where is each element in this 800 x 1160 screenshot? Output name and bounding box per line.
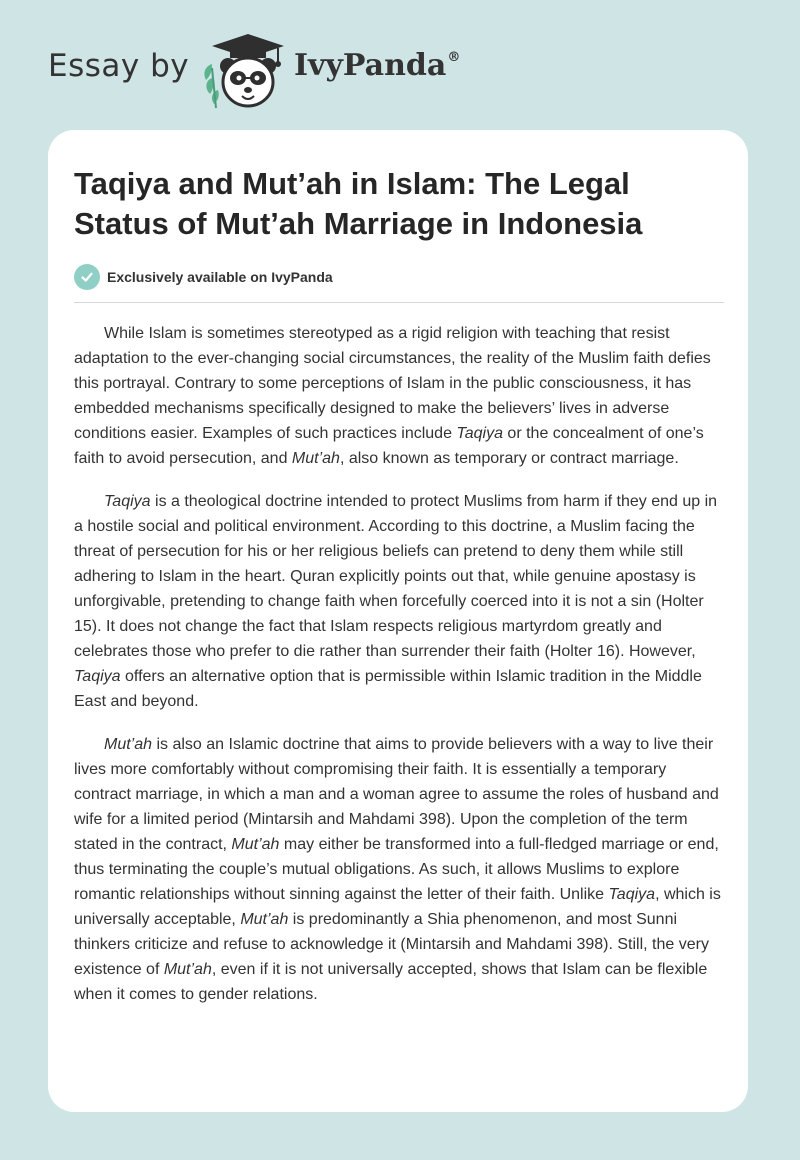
text-run: offers an alternative option that is permissible within Islamic tradition in the Middle East and beyond. (74, 668, 702, 710)
exclusive-badge (74, 264, 333, 290)
italic-term: Mut’ah (163, 961, 212, 978)
italic-term: Taqiya (74, 668, 121, 685)
paragraph (74, 489, 724, 714)
text-run: may either be transformed into a full-fledged marriage or end, thus terminating the couple’s mutual obligations. As such, it allows Muslims to explore romantic relationships without sinning against the letter of their faith. Unlike (74, 836, 719, 903)
italic-term: Taqiya (456, 425, 503, 442)
text-run: is predominantly a Shia phenomenon, and most Sunni thinkers criticize and refuse to acknowledge it (Mintarsih and Mahdami 398). Still, the very existence of (74, 911, 709, 978)
exclusive-badge-label: Exclusively available on IvyPanda (107, 269, 333, 285)
text-run: , which is universally acceptable, (74, 886, 721, 928)
title-divider (74, 302, 724, 303)
italic-term: Taqiya (104, 493, 151, 510)
italic-term: Mut’ah (104, 736, 153, 753)
paragraph (74, 321, 724, 471)
essay-body (74, 321, 724, 1025)
italic-term: Taqiya (608, 886, 656, 903)
site-header (48, 30, 748, 110)
text-run: is a theological doctrine intended to protect Muslims from harm if they end up in a hostile social and political environment. According to this doctrine, a Muslim facing the threat of persecution for his or her religious beliefs can pretend to deny them while still adhering to Islam in the heart. Quran explicitly points out that, while genuine apostasy is unforgivable, pretending to change faith when forcefully coerced into it is not a sin (Holter 15). It does not change the fact that Islam respects religious martyrdom greatly and celebrates those who prefer to die rather than surrender their faith (Holter 16). However, (74, 493, 718, 660)
italic-term: Mut’ah (231, 836, 280, 853)
trademark-symbol: ® (447, 50, 461, 65)
essay-card (48, 130, 748, 1112)
panda-graduate-icon (200, 32, 290, 110)
check-circle-icon (74, 264, 100, 290)
text-run: is also an Islamic doctrine that aims to provide believers with a way to live their lives more comfortably without compromising their faith. It is essentially a temporary contract marriage, in which a man and a woman agree to assume the roles of husband and wife for a limited period (Mintarsih and Mahdami 398). Upon the completion of the term stated in the contract, (74, 736, 719, 853)
italic-term: Mut’ah (240, 911, 289, 928)
paragraph (74, 732, 724, 1007)
essay-by-label: Essay by (48, 48, 190, 84)
text-run: , even if it is not universally accepted, shows that Islam can be flexible when it comes to gender relations. (74, 961, 708, 1003)
italic-term: Mut’ah (291, 450, 340, 467)
essay-title: Taqiya and Mut’ah in Islam: The Legal Status of Mut’ah Marriage in Indonesia (74, 166, 643, 241)
text-run: or the concealment of one’s faith to avoid persecution, and (74, 425, 704, 467)
brand-name: IvyPanda® (294, 48, 461, 83)
text-run: , also known as temporary or contract marriage. (339, 450, 679, 467)
text-run: While Islam is sometimes stereotyped as a rigid religion with teaching that resist adaptation to the ever-changing social circumstances, the reality of the Muslim faith defies this portrayal. Contrary to some perceptions of Islam in the public consciousness, it has embedded mechanisms specifically designed to make the believers’ lives in adverse conditions easier. Examples of such practices include (74, 325, 711, 442)
